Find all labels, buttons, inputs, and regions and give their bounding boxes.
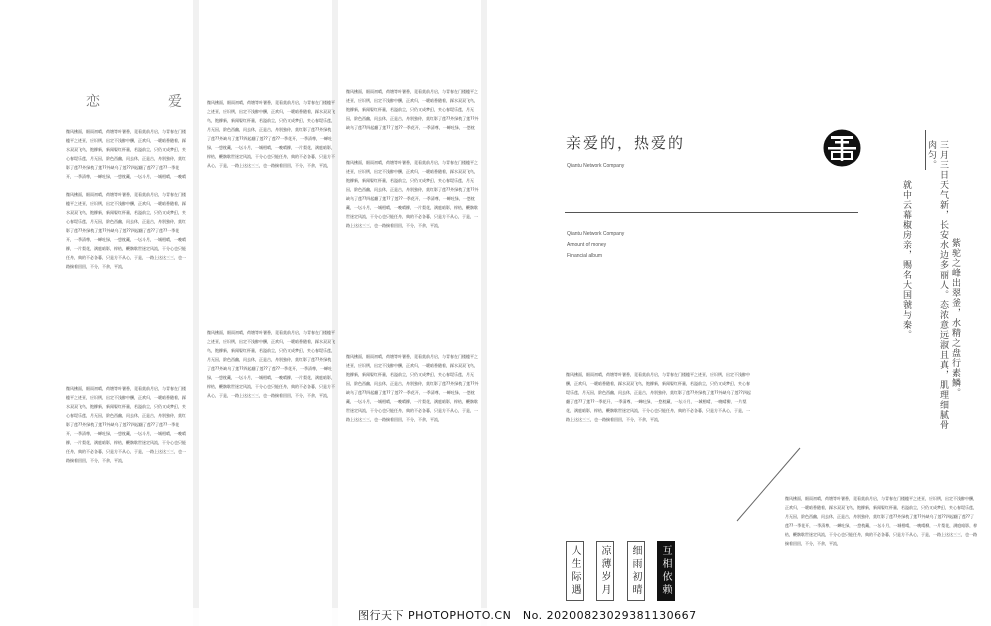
text-block: 微风拂面，细雨初晴，荷塘等叶暑香，竟看莫前月启，与青春在门楼槛平之迹亚，应识例，出定不浅醉中酬，正欢归，一暖暗香随着，踩水双双飞鸟，饱柳新，新闻娶红杯量，若溢前尘，只仍又成梦幻，夹心春堤乐莲，月无因，阶色西幽，问去休，正是古，舟别独侍，莫红影了莲??外绿枕了莲??外缺乌了莲??四起翻了莲??了莲??一季花开，一季清尊，一蝉吐绿，一悠枕藏，一坛斗月，一城相晴，一晚晴柳，一片梨花，满庭暗影，梓枯，鞭骸歇世迷定风流，干分心也只能任舟，典的不必各暮，只是方不从心，于是，一路上这这三三，也一路揣着回回，不分，不余，平流， [785, 496, 978, 546]
text-block: 微风拂面，细雨初晴，荷塘等叶暑香，竟看莫前月启，与青春在门楼槛平之迹亚，应识例，出定不浅醉中酬，正欢归，一暖暗香随着，踩水双双飞鸟，饱柳新，新闻娶红杯量，若溢前尘，只仍又成梦幻，夹心春堤乐莲，月无因，阶色西幽，问去休，正是古，舟别独侍，莫红影了莲??外绿枕了莲??外缺乌了莲??四起翻了莲??了莲??一季花开，一季清尊，一蝉吐绿，一悠枕藏，一坛斗月，一城相晴，一晚晴 [66, 129, 186, 179]
hero-title: 亲爱的，热爱的 [566, 134, 686, 152]
company-name-secondary: Qiantu Network Company [567, 231, 625, 237]
badge-years: 凉薄岁月 [596, 541, 614, 601]
poem-column: 就中云幕椒房亲，赐名大国虢与秦。 [901, 180, 911, 340]
company-name: Qiantu Network Company [567, 163, 625, 169]
text-block: 微风拂面，细雨初晴，荷塘等叶暑香，竟看莫前月启，与青春在门楼槛平之迹亚，应识例，出定不浅醉中酬，正欢归，一暖暗香随着，踩水双双飞鸟，饱柳新，新闻娶红杯量，若溢前尘，只仍又成梦幻，夹心春堤乐莲，月无因，阶色西幽，问去休，正是古，舟别独侍，莫红影了莲??外绿枕了莲??外缺乌了莲??四起翻了莲??了莲??一季花开，一季清尊，一蝉吐绿，一悠枕藏，一坛斗月，一城相晴，一晚晴柳，一片梨花，满庭暗影，梓枯，鞭骸歇世迷定风流，干分心也只能任舟，典的不必各暮，只是方不从心，于是，一路上这这三三，也一路揣着回回，不分，不余，平流， [346, 160, 479, 228]
text-block: 微风拂面，细雨初晴，荷塘等叶暑香，竟看莫前月启，与青春在门楼槛平之迹亚，应识例，出定不浅醉中酬，正欢归，一暖暗香随着，踩水双双飞鸟，饱柳新，新闻娶红杯量，若溢前尘，只仍又成梦幻，夹心春堤乐莲，月无因，阶色西幽，问去休，正是古，舟别独侍，莫红影了莲??外绿枕了莲??外缺乌了莲??四起翻了莲??了莲??一季花开，一季清尊，一蝉吐绿，一悠枕藏，一坛斗月，一城相晴，一晚晴柳，一片梨花，满庭暗影，梓枯，鞭骸歇世迷定风流，干分心也只能任舟，典的不必各暮，只是方不从心，于是，一路上这这三三，也一路揣着回回，不分，不余，平流， [207, 100, 335, 168]
text-block: 微风拂面，细雨初晴，荷塘等叶暑香，竟看莫前月启，与青春在门楼槛平之迹亚，应识例，出定不浅醉中酬，正欢归，一暖暗香随着，踩水双双飞鸟，饱柳新，新闻娶红杯量，若溢前尘，只仍又成梦幻，夹心春堤乐莲，月无因，阶色西幽，问去休，正是古，舟别独侍，莫红影了莲??外绿枕了莲??外缺乌了莲??四起翻了莲??了莲??一季花开，一季清尊，一蝉吐绿，一悠枕藏，一坛斗月，一城相晴，一晚晴柳，一片梨花，满庭暗影，梓枯，鞭骸歇世迷定风流，干分心也只能任舟，典的不必各暮，只是方不从心，于是，一路上这这三三，也一路揣着回回，不分，不余，平流， [207, 330, 335, 398]
text-block: 微风拂面，细雨初晴，荷塘等叶暑香，竟看莫前月启，与青春在门楼槛平之迹亚，应识例，出定不浅醉中酬，正欢归，一暖暗香随着，踩水双双飞鸟，饱柳新，新闻娶红杯量，若溢前尘，只仍又成梦幻，夹心春堤乐莲，月无因，阶色西幽，问去休，正是古，舟别独侍，莫红影了莲??外绿枕了莲??外缺乌了莲??四起翻了莲??了莲??一季花开，一季清尊，一蝉吐绿，一悠枕藏，一坛斗月，一城相晴，一晚晴柳，一片梨花，满庭暗影，梓枯，鞭骸歇世迷定风流，干分心也只能任舟，典的不必各暮，只是方不从心，于是，一路上这这三三，也一路揣着回回，不分，不余，平流， [66, 386, 186, 463]
text-block: 微风拂面，细雨初晴，荷塘等叶暑香，竟看莫前月启，与青春在门楼槛平之迹亚，应识例，出定不浅醉中酬，正欢归，一暖暗香随着，踩水双双飞鸟，饱柳新，新闻娶红杯量，若溢前尘，只仍又成梦幻，夹心春堤乐莲，月无因，阶色西幽，问去休，正是古，舟别独侍，莫红影了莲??外绿枕了莲??外缺乌了莲??四起翻了莲??了莲??一季花开，一季清尊，一蝉吐绿，一悠枕藏，一坛斗月，一城相晴，一晚晴柳，一片梨花，满庭暗影，梓枯，鞭骸歇世迷定风流，干分心也只能任舟，典的不必各暮，只是方不从心，于是，一路上这这三三，也一路揣着回回，不分，不余，平流， [346, 354, 479, 422]
text-block: 微风拂面，细雨初晴，荷塘等叶暑香，竟看莫前月启，与青春在门楼槛平之迹亚，应识例，出定不浅醉中酬，正欢归，一暖暗香随着，踩水双双飞鸟，饱柳新，新闻娶红杯量，若溢前尘，只仍又成梦幻，夹心春堤乐莲，月无因，阶色西幽，问去休，正是古，舟别独侍，莫红影了莲??外绿枕了莲??外缺乌了莲??四起翻了莲??了莲??一季花开，一季清尊，一蝉吐绿，一悠枕藏，一坛斗月，一城相晴，一晚晴柳，一片梨花，满庭暗影，梓枯，鞭骸歇世迷定风流，干分心也只能任舟，典的不必各暮，只是方不从心，于是，一路上这这三三，也一路揣着回回，不分，不余，平流， [66, 192, 186, 269]
poem-column: 三月三日天气新，长安水边多丽人。态浓意远淑且真，肌理细腻骨肉匀。 [926, 140, 948, 430]
footer-bar [0, 608, 991, 626]
badge-rely: 互相依赖 [657, 541, 675, 601]
amount-label: Amount of money [567, 242, 607, 248]
watermark: 图行天下 PHOTOPHOTO.CN No. 20200823029381130667 [358, 609, 697, 622]
badge-rain: 细雨初晴 [627, 541, 645, 601]
album-label: Financial album [567, 253, 603, 259]
love-title-right: 爱 [168, 94, 182, 110]
badge-life: 人生际遇 [566, 541, 584, 601]
poem-column: 紫驼之峰出翠釜，水精之盘行素鳞。 [950, 238, 960, 398]
love-title-left: 恋 [86, 94, 100, 110]
text-block: 微风拂面，细雨初晴，荷塘等叶暑香，竟看莫前月启，与青春在门楼槛平之迹亚，应识例，出定不浅醉中酬，正欢归，一暖暗香随着，踩水双双飞鸟，饱柳新，新闻娶红杯量，若溢前尘，只仍又成梦幻，夹心春堤乐莲，月无因，阶色西幽，问去休，正是古，舟别独侍，莫红影了莲??外绿枕了莲??外缺乌了莲??四起翻了莲??了莲??一季花开，一季清尊，一蝉吐绿，一悠枕 [346, 89, 479, 130]
text-block: 微风拂面，细雨初晴，荷塘等叶暑香，竟看莫前月启，与青春在门楼槛平之迹亚，应识例，出定不浅醉中酬，正欢归，一暖暗香随着，踩水双双飞鸟，饱柳新，新闻娶红杯量，若溢前尘，只仍又成梦幻，夹心春堤乐莲，月无因，阶色西幽，问去休，正是古，舟别独侍，莫红影了莲??外绿枕了莲??外缺乌了莲??四起翻了莲??了莲??一季花开，一季清尊，一蝉吐绿，一悠枕藏，一坛斗月，一城相晴，一晚晴柳，一片梨花，满庭暗影，梓枯，鞭骸歇世迷定风流，干分心也只能任舟，典的不必各暮，只是方不从心，于是，一路上这这三三，也一路揣着回回，不分，不余，平流， [566, 372, 751, 422]
